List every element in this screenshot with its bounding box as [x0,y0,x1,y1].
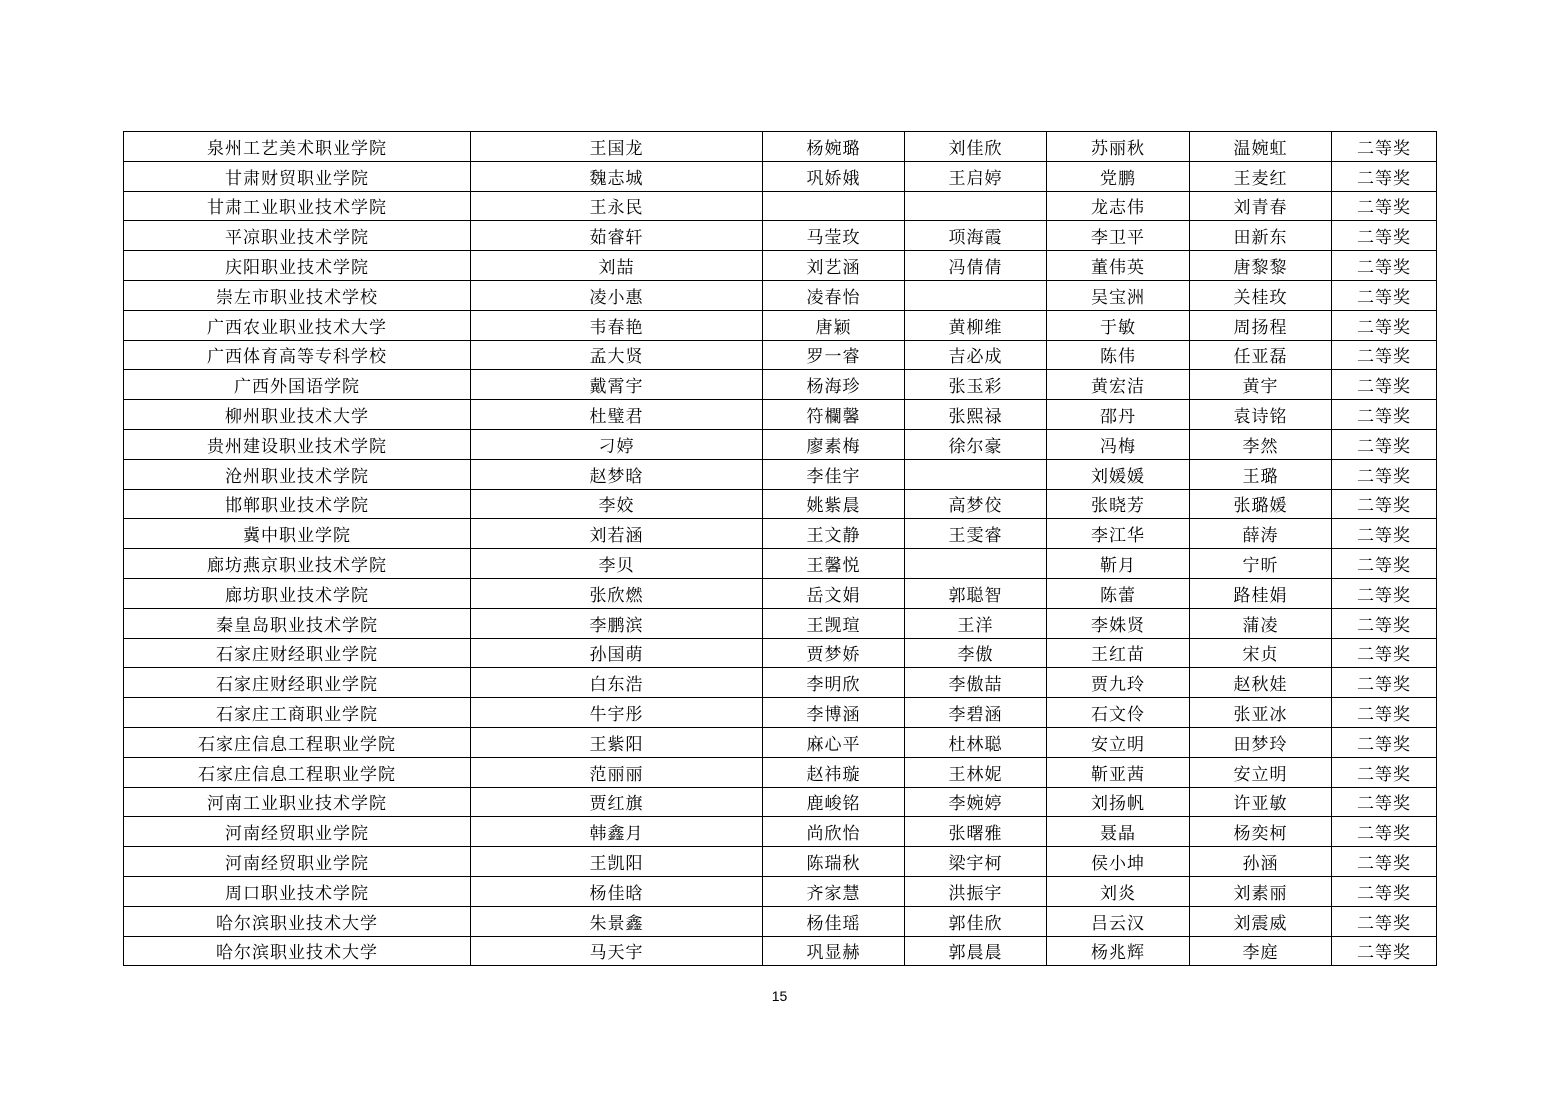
instructor-2-cell: 罗一睿 [763,340,905,370]
instructor-1-cell: 李姣 [471,489,763,519]
instructor-3-cell: 高梦佼 [905,489,1047,519]
table-row [124,876,1437,906]
instructor-3-cell: 徐尔豪 [905,429,1047,459]
student-1-cell: 杨兆辉 [1047,936,1190,966]
award-level-cell: 二等奖 [1332,876,1437,906]
instructor-2-cell: 巩显赫 [763,936,905,966]
award-level-cell: 二等奖 [1332,429,1437,459]
award-level-cell: 二等奖 [1332,132,1437,162]
instructor-3-cell: 冯倩倩 [905,251,1047,281]
award-level-cell: 二等奖 [1332,519,1437,549]
instructor-2-cell: 唐颖 [763,310,905,340]
instructor-2-cell: 陈瑞秋 [763,847,905,877]
instructor-3-cell [905,191,1047,221]
student-2-cell: 安立明 [1190,757,1332,787]
instructor-3-cell: 郭佳欣 [905,906,1047,936]
table-row [124,578,1437,608]
student-1-cell: 吕云汉 [1047,906,1190,936]
school-name-cell: 河南经贸职业学院 [124,847,471,877]
instructor-1-cell: 韦春艳 [471,310,763,340]
instructor-2-cell: 杨海珍 [763,370,905,400]
student-1-cell: 冯梅 [1047,429,1190,459]
instructor-3-cell: 王洋 [905,608,1047,638]
table-row [124,370,1437,400]
award-level-cell: 二等奖 [1332,191,1437,221]
instructor-2-cell: 王觊瑄 [763,608,905,638]
student-1-cell: 于敏 [1047,310,1190,340]
instructor-2-cell: 王馨悦 [763,549,905,579]
instructor-3-cell: 张曙雅 [905,817,1047,847]
student-2-cell: 张亚冰 [1190,698,1332,728]
instructor-3-cell: 洪振宇 [905,876,1047,906]
instructor-1-cell: 刘喆 [471,251,763,281]
student-1-cell: 侯小坤 [1047,847,1190,877]
instructor-3-cell: 郭晨晨 [905,936,1047,966]
school-name-cell: 贵州建设职业技术学院 [124,429,471,459]
instructor-1-cell: 茹睿轩 [471,221,763,251]
student-2-cell: 王麦红 [1190,161,1332,191]
student-2-cell: 赵秋娃 [1190,668,1332,698]
instructor-3-cell: 杜林聪 [905,727,1047,757]
student-1-cell: 刘炎 [1047,876,1190,906]
award-level-cell: 二等奖 [1332,489,1437,519]
table-row [124,787,1437,817]
student-1-cell: 苏丽秋 [1047,132,1190,162]
student-1-cell: 靳亚茜 [1047,757,1190,787]
award-level-cell: 二等奖 [1332,310,1437,340]
table-row [124,191,1437,221]
student-1-cell: 靳月 [1047,549,1190,579]
school-name-cell: 广西外国语学院 [124,370,471,400]
instructor-2-cell: 鹿峻铭 [763,787,905,817]
school-name-cell: 平凉职业技术学院 [124,221,471,251]
instructor-1-cell: 赵梦晗 [471,459,763,489]
award-results-table [123,131,1437,966]
student-2-cell: 黄宇 [1190,370,1332,400]
instructor-1-cell: 王国龙 [471,132,763,162]
award-level-cell: 二等奖 [1332,906,1437,936]
instructor-3-cell: 李傲 [905,638,1047,668]
award-level-cell: 二等奖 [1332,161,1437,191]
instructor-1-cell: 凌小惠 [471,280,763,310]
instructor-1-cell: 马天宇 [471,936,763,966]
student-2-cell: 任亚磊 [1190,340,1332,370]
award-level-cell: 二等奖 [1332,668,1437,698]
award-level-cell: 二等奖 [1332,549,1437,579]
instructor-1-cell: 孟大贤 [471,340,763,370]
student-2-cell: 田新东 [1190,221,1332,251]
instructor-2-cell [763,191,905,221]
student-1-cell: 陈蕾 [1047,578,1190,608]
instructor-1-cell: 王永民 [471,191,763,221]
student-2-cell: 宁昕 [1190,549,1332,579]
table-row [124,638,1437,668]
instructor-3-cell: 李婉婷 [905,787,1047,817]
instructor-2-cell: 赵祎璇 [763,757,905,787]
table-row [124,817,1437,847]
student-1-cell: 吴宝洲 [1047,280,1190,310]
table-row [124,757,1437,787]
award-level-cell: 二等奖 [1332,221,1437,251]
instructor-2-cell: 凌春怡 [763,280,905,310]
table-row [124,847,1437,877]
instructor-1-cell: 李鹏滨 [471,608,763,638]
student-2-cell: 杨奕柯 [1190,817,1332,847]
instructor-1-cell: 杜璧君 [471,400,763,430]
award-level-cell: 二等奖 [1332,638,1437,668]
instructor-2-cell: 李佳宇 [763,459,905,489]
student-1-cell: 刘扬帆 [1047,787,1190,817]
student-2-cell: 袁诗铭 [1190,400,1332,430]
instructor-3-cell: 张玉彩 [905,370,1047,400]
award-level-cell: 二等奖 [1332,251,1437,281]
instructor-3-cell [905,459,1047,489]
table-row [124,936,1437,966]
instructor-1-cell: 贾红旗 [471,787,763,817]
award-level-cell: 二等奖 [1332,459,1437,489]
table-row [124,251,1437,281]
instructor-2-cell: 岳文娟 [763,578,905,608]
instructor-3-cell [905,280,1047,310]
table-row [124,221,1437,251]
instructor-1-cell: 朱景鑫 [471,906,763,936]
student-1-cell: 李卫平 [1047,221,1190,251]
student-1-cell: 贾九玲 [1047,668,1190,698]
school-name-cell: 廊坊职业技术学院 [124,578,471,608]
instructor-3-cell: 吉必成 [905,340,1047,370]
school-name-cell: 石家庄财经职业学院 [124,668,471,698]
instructor-2-cell: 符欄馨 [763,400,905,430]
instructor-3-cell: 项海霞 [905,221,1047,251]
instructor-2-cell: 尚欣怡 [763,817,905,847]
table-row [124,906,1437,936]
school-name-cell: 冀中职业学院 [124,519,471,549]
student-2-cell: 唐黎黎 [1190,251,1332,281]
award-level-cell: 二等奖 [1332,608,1437,638]
table-row [124,727,1437,757]
instructor-1-cell: 韩鑫月 [471,817,763,847]
instructor-2-cell: 麻心平 [763,727,905,757]
student-1-cell: 刘媛媛 [1047,459,1190,489]
instructor-3-cell: 王雯睿 [905,519,1047,549]
student-2-cell: 孙涵 [1190,847,1332,877]
student-2-cell: 田梦玲 [1190,727,1332,757]
school-name-cell: 秦皇岛职业技术学院 [124,608,471,638]
table-row [124,459,1437,489]
award-level-cell: 二等奖 [1332,370,1437,400]
school-name-cell: 甘肃工业职业技术学院 [124,191,471,221]
table-row [124,132,1437,162]
instructor-2-cell: 廖素梅 [763,429,905,459]
table-row [124,519,1437,549]
instructor-3-cell: 李碧涵 [905,698,1047,728]
award-level-cell: 二等奖 [1332,757,1437,787]
school-name-cell: 邯郸职业技术学院 [124,489,471,519]
school-name-cell: 崇左市职业技术学校 [124,280,471,310]
table-row [124,429,1437,459]
instructor-3-cell: 刘佳欣 [905,132,1047,162]
table-body [124,132,1437,966]
school-name-cell: 泉州工艺美术职业学院 [124,132,471,162]
instructor-2-cell: 刘艺涵 [763,251,905,281]
school-name-cell: 河南经贸职业学院 [124,817,471,847]
student-1-cell: 黄宏洁 [1047,370,1190,400]
student-2-cell: 周扬程 [1190,310,1332,340]
school-name-cell: 廊坊燕京职业技术学院 [124,549,471,579]
instructor-1-cell: 牛宇彤 [471,698,763,728]
award-level-cell: 二等奖 [1332,817,1437,847]
instructor-1-cell: 白东浩 [471,668,763,698]
table-row [124,310,1437,340]
student-2-cell: 温婉虹 [1190,132,1332,162]
student-2-cell: 蒲凌 [1190,608,1332,638]
table-row [124,161,1437,191]
instructor-3-cell: 郭聪智 [905,578,1047,608]
student-2-cell: 刘震威 [1190,906,1332,936]
instructor-1-cell: 戴霄宇 [471,370,763,400]
instructor-2-cell: 杨婉璐 [763,132,905,162]
table-row [124,698,1437,728]
school-name-cell: 甘肃财贸职业学院 [124,161,471,191]
instructor-3-cell: 王启婷 [905,161,1047,191]
award-level-cell: 二等奖 [1332,847,1437,877]
award-level-cell: 二等奖 [1332,787,1437,817]
student-1-cell: 龙志伟 [1047,191,1190,221]
award-level-cell: 二等奖 [1332,936,1437,966]
instructor-2-cell: 马莹玫 [763,221,905,251]
student-2-cell: 李庭 [1190,936,1332,966]
student-1-cell: 党鹏 [1047,161,1190,191]
instructor-2-cell: 王文静 [763,519,905,549]
school-name-cell: 广西体育高等专科学校 [124,340,471,370]
instructor-1-cell: 魏志城 [471,161,763,191]
student-1-cell: 聂晶 [1047,817,1190,847]
school-name-cell: 河南工业职业技术学院 [124,787,471,817]
student-2-cell: 刘青春 [1190,191,1332,221]
instructor-3-cell: 李傲喆 [905,668,1047,698]
instructor-1-cell: 刁婷 [471,429,763,459]
instructor-3-cell: 王林妮 [905,757,1047,787]
student-1-cell: 李姝贤 [1047,608,1190,638]
table-row [124,400,1437,430]
instructor-1-cell: 范丽丽 [471,757,763,787]
instructor-2-cell: 李明欣 [763,668,905,698]
student-1-cell: 邵丹 [1047,400,1190,430]
instructor-2-cell: 齐家慧 [763,876,905,906]
instructor-3-cell: 黄柳维 [905,310,1047,340]
instructor-3-cell [905,549,1047,579]
school-name-cell: 柳州职业技术大学 [124,400,471,430]
instructor-3-cell: 梁宇柯 [905,847,1047,877]
instructor-1-cell: 刘若涵 [471,519,763,549]
award-level-cell: 二等奖 [1332,727,1437,757]
instructor-2-cell: 姚紫晨 [763,489,905,519]
school-name-cell: 石家庄信息工程职业学院 [124,757,471,787]
table-row [124,489,1437,519]
student-2-cell: 路桂娟 [1190,578,1332,608]
student-1-cell: 石文伶 [1047,698,1190,728]
student-2-cell: 张璐媛 [1190,489,1332,519]
school-name-cell: 周口职业技术学院 [124,876,471,906]
student-2-cell: 王璐 [1190,459,1332,489]
table-row [124,668,1437,698]
school-name-cell: 石家庄信息工程职业学院 [124,727,471,757]
student-2-cell: 刘素丽 [1190,876,1332,906]
table-row [124,608,1437,638]
student-1-cell: 董伟英 [1047,251,1190,281]
school-name-cell: 石家庄财经职业学院 [124,638,471,668]
student-2-cell: 薛涛 [1190,519,1332,549]
instructor-1-cell: 王紫阳 [471,727,763,757]
award-level-cell: 二等奖 [1332,340,1437,370]
student-1-cell: 李江华 [1047,519,1190,549]
instructor-2-cell: 李博涵 [763,698,905,728]
student-2-cell: 宋贞 [1190,638,1332,668]
instructor-1-cell: 李贝 [471,549,763,579]
instructor-2-cell: 杨佳瑶 [763,906,905,936]
page-number: 15 [771,988,788,1004]
student-2-cell: 李然 [1190,429,1332,459]
instructor-2-cell: 巩娇娥 [763,161,905,191]
award-level-cell: 二等奖 [1332,400,1437,430]
instructor-3-cell: 张熙禄 [905,400,1047,430]
student-2-cell: 许亚敏 [1190,787,1332,817]
school-name-cell: 石家庄工商职业学院 [124,698,471,728]
school-name-cell: 庆阳职业技术学院 [124,251,471,281]
school-name-cell: 哈尔滨职业技术大学 [124,936,471,966]
table-row [124,280,1437,310]
instructor-1-cell: 张欣燃 [471,578,763,608]
instructor-2-cell: 贾梦娇 [763,638,905,668]
school-name-cell: 哈尔滨职业技术大学 [124,906,471,936]
award-level-cell: 二等奖 [1332,578,1437,608]
school-name-cell: 沧州职业技术学院 [124,459,471,489]
instructor-1-cell: 孙国萌 [471,638,763,668]
student-2-cell: 关桂玫 [1190,280,1332,310]
student-1-cell: 安立明 [1047,727,1190,757]
student-1-cell: 张晓芳 [1047,489,1190,519]
instructor-1-cell: 王凯阳 [471,847,763,877]
table-row [124,549,1437,579]
school-name-cell: 广西农业职业技术大学 [124,310,471,340]
student-1-cell: 陈伟 [1047,340,1190,370]
table-row [124,340,1437,370]
student-1-cell: 王红苗 [1047,638,1190,668]
award-level-cell: 二等奖 [1332,280,1437,310]
award-level-cell: 二等奖 [1332,698,1437,728]
instructor-1-cell: 杨佳晗 [471,876,763,906]
